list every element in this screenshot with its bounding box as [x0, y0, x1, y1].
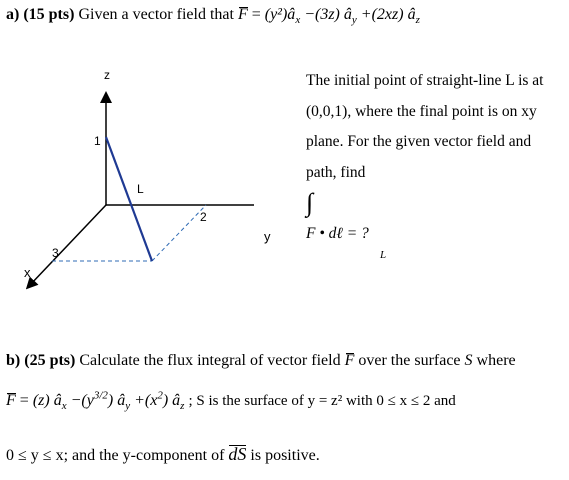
part-a-points: (15 pts) — [23, 6, 75, 23]
part-b-field-line — [6, 389, 456, 413]
field-term-3: +(2xz) $â_z$ — [360, 6, 420, 27]
b-term-2: $-(y^{3/2})$ $â_y$ — [70, 389, 131, 413]
surface-description: ; S is the surface of y = z² with 0 ≤ x ≤ 2 and — [188, 393, 456, 409]
part-b-intro-tail: over the surface — [358, 352, 461, 369]
x-axis — [30, 205, 106, 285]
field-term-1: $(y^2)â_x$ — [264, 6, 301, 27]
path-label-l: L — [137, 182, 144, 196]
path-diagram — [0, 55, 300, 295]
part-a-label: a) — [6, 6, 20, 23]
part-a-field-expression: $F = (y^2)â_x -(3z)$ $â_y +(2xz)$ $â_z$ — [237, 6, 420, 27]
surface-symbol: S — [464, 352, 473, 369]
part-b-label: b) — [6, 352, 21, 369]
part-b-intro: Calculate the flux integral of vector field — [79, 352, 341, 369]
line-integral-expression: F • dℓ = ? — [306, 224, 369, 242]
question-line — [306, 158, 564, 262]
part-b-field-expression: F = (z) $â_x -(y^{3/2})$ $â_y +(x^2)$ $â_z$ — [6, 389, 185, 413]
z-axis-label: z — [104, 68, 110, 82]
dashed-y-line — [152, 205, 206, 261]
description-line-1: The initial point of straight-line L is at — [306, 72, 544, 89]
integral-sign: ∫ — [306, 188, 314, 217]
tick-y-2: 2 — [200, 210, 207, 224]
x-axis-label: x — [24, 265, 31, 280]
b-term-3: $+(x^2)$ $â_z$ — [134, 389, 185, 413]
ds-symbol: dS — [228, 444, 247, 464]
integral-subscript: L — [380, 249, 387, 261]
part-b-intro-end: where — [476, 352, 516, 369]
part-a-statement — [6, 6, 420, 27]
part-b-condition-line — [6, 444, 320, 465]
condition-prefix: 0 ≤ y ≤ x; and the y-component of — [6, 447, 225, 464]
b-term-1: (z) $â_x$ — [32, 392, 67, 413]
part-a-intro: Given a vector field that — [78, 6, 234, 23]
path-l-line — [106, 137, 152, 261]
field-symbol-f: F — [237, 6, 248, 23]
question-prefix: path, find — [306, 163, 366, 181]
description-line-2: (0,0,1), where the final point is on xy — [306, 102, 537, 120]
field-term-2: −(3z) $â_y$ — [304, 6, 357, 27]
part-b-statement — [6, 352, 516, 370]
part-a-description — [306, 66, 564, 261]
part-b-points: (25 pts) — [24, 352, 76, 369]
y-axis-label: y — [264, 229, 271, 244]
tick-x-3: 3 — [52, 246, 59, 260]
tick-z-1: 1 — [94, 134, 101, 148]
part-b-field-symbol: F — [344, 352, 355, 369]
condition-suffix: is positive. — [250, 447, 320, 464]
description-line-3: plane. For the given vector field and — [306, 133, 532, 150]
